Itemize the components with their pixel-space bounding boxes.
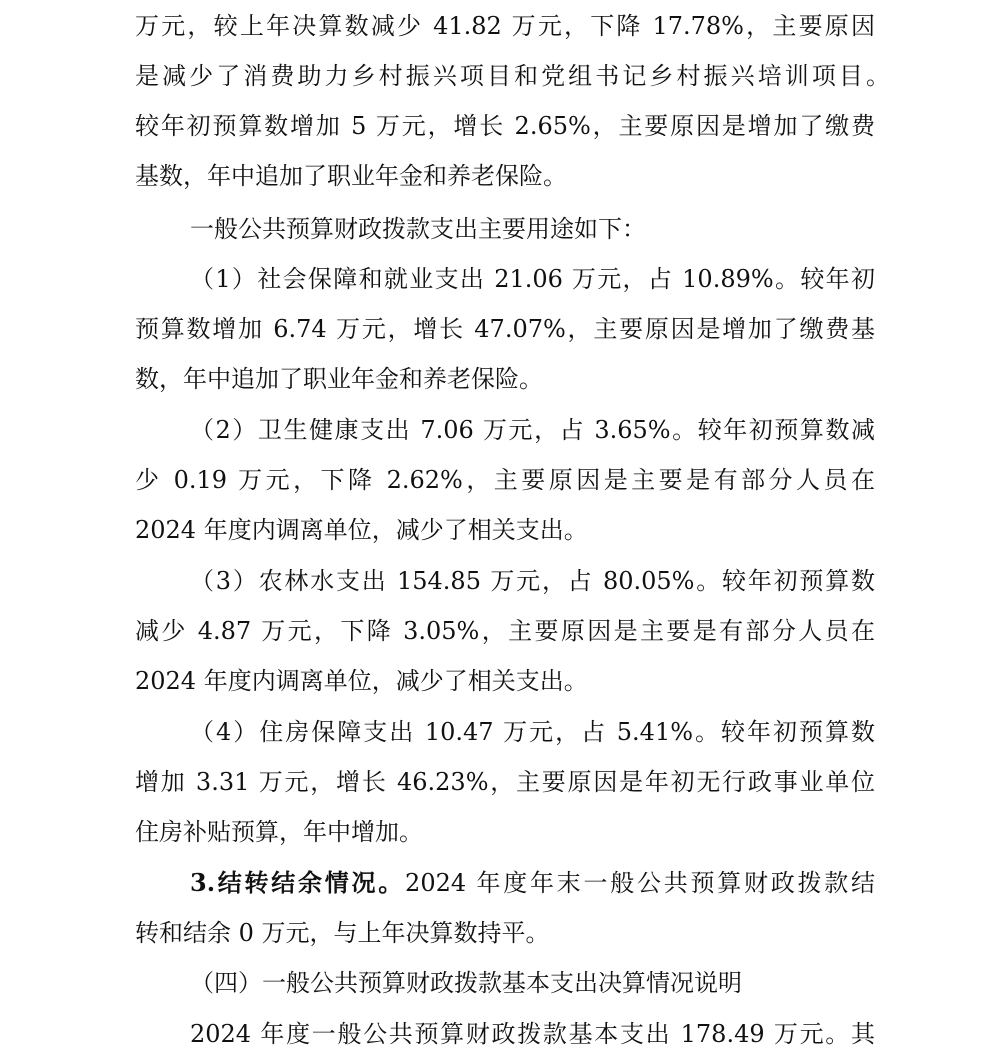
list-item-line: （1）社会保障和就业支出 21.06 万元，占 10.89%。较年初 bbox=[190, 265, 875, 293]
paragraph-line: 基数，年中追加了职业年金和养老保险。 bbox=[135, 162, 567, 190]
paragraph-line: 转和结余 0 万元，与上年决算数持平。 bbox=[135, 919, 550, 947]
section-3-heading: 3.结转结余情况。 bbox=[190, 868, 406, 897]
section-3-text: 2024 年度年末一般公共预算财政拨款结 bbox=[405, 869, 875, 897]
paragraph-line: 较年初预算数增加 5 万元，增长 2.65%，主要原因是增加了缴费 bbox=[135, 112, 875, 140]
paragraph-line: 是减少了消费助力乡村振兴项目和党组书记乡村振兴培训项目。 bbox=[135, 62, 890, 90]
list-item-line: 预算数增加 6.74 万元，增长 47.07%，主要原因是增加了缴费基 bbox=[135, 315, 875, 343]
list-item-line: 少 0.19 万元，下降 2.62%，主要原因是主要是有部分人员在 bbox=[135, 466, 875, 494]
paragraph-line: 一般公共预算财政拨款支出主要用途如下： bbox=[190, 215, 646, 243]
list-item-line: （2）卫生健康支出 7.06 万元，占 3.65%。较年初预算数减 bbox=[190, 416, 875, 444]
list-item-line: 数，年中追加了职业年金和养老保险。 bbox=[135, 365, 543, 393]
list-item-line: 2024 年度内调离单位，减少了相关支出。 bbox=[135, 667, 588, 695]
paragraph-line: 2024 年度一般公共预算财政拨款基本支出 178.49 万元。其 bbox=[190, 1020, 875, 1048]
list-item-line: 减少 4.87 万元，下降 3.05%，主要原因是主要是有部分人员在 bbox=[135, 617, 875, 645]
list-item-line: 住房补贴预算，年中增加。 bbox=[135, 818, 423, 846]
list-item-line: （4）住房保障支出 10.47 万元，占 5.41%。较年初预算数 bbox=[190, 718, 875, 746]
list-item-line: 2024 年度内调离单位，减少了相关支出。 bbox=[135, 516, 588, 544]
list-item-line: （3）农林水支出 154.85 万元，占 80.05%。较年初预算数 bbox=[190, 567, 875, 595]
list-item-line: 增加 3.31 万元，增长 46.23%，主要原因是年初无行政事业单位 bbox=[135, 768, 875, 796]
section-heading: （四）一般公共预算财政拨款基本支出决算情况说明 bbox=[190, 969, 742, 997]
section-3-line bbox=[190, 861, 875, 905]
paragraph-line: 万元，较上年决算数减少 41.82 万元，下降 17.78%，主要原因 bbox=[135, 12, 875, 40]
